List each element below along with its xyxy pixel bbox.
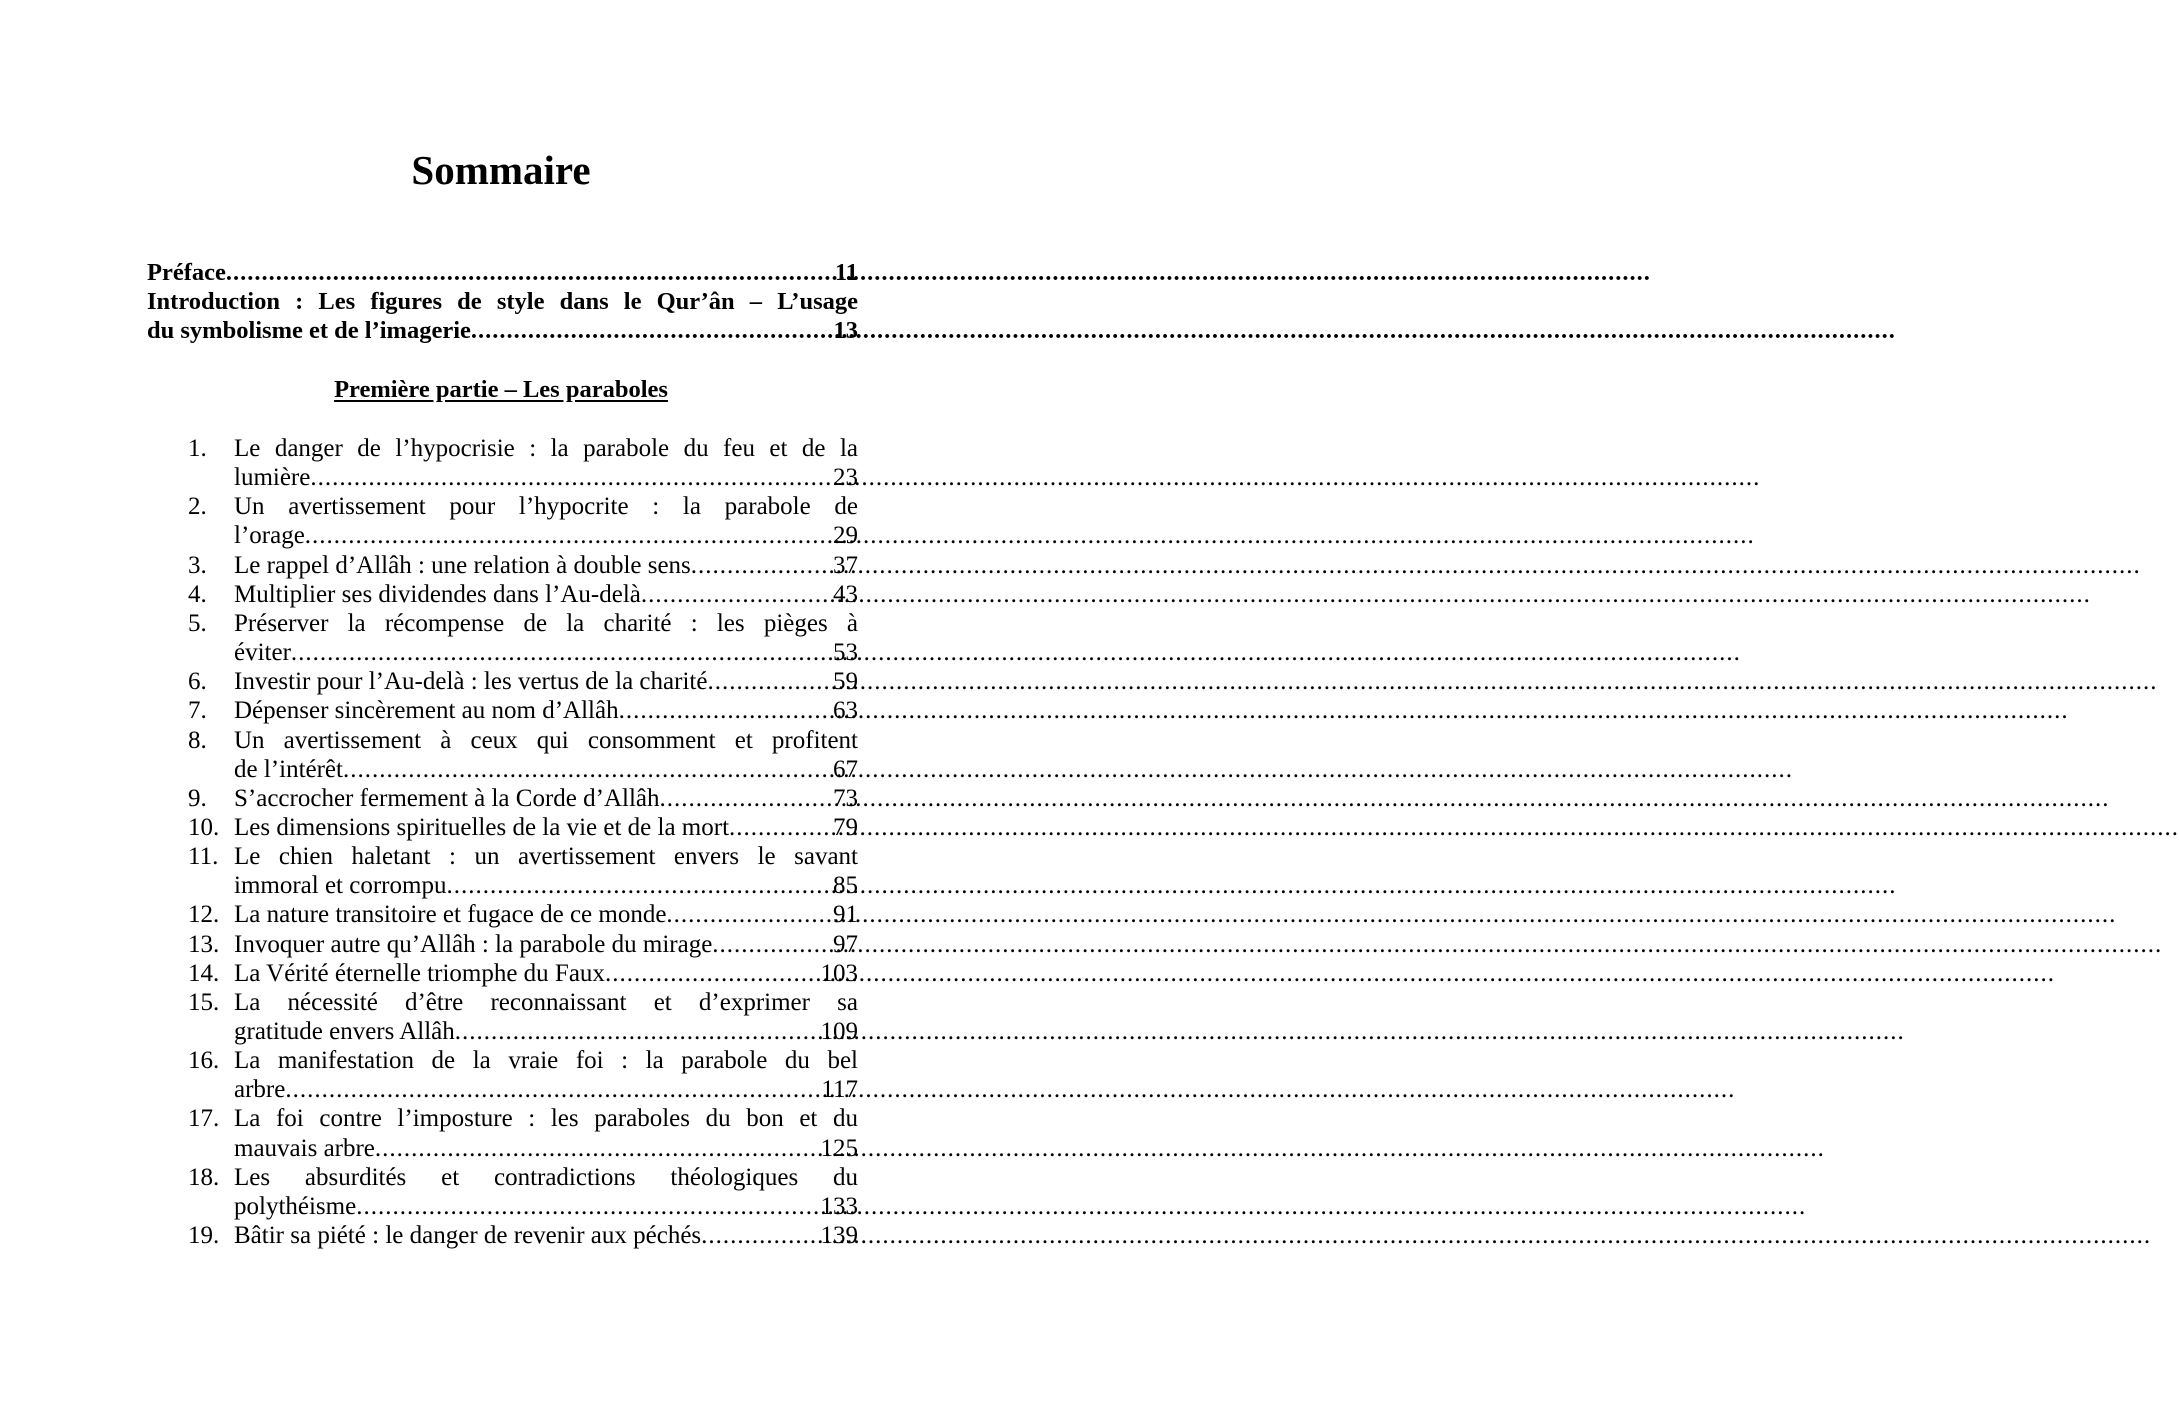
toc-entry [188,784,858,813]
toc-entry [188,842,858,900]
toc-entry-last-line [234,900,858,929]
toc-page-number: 29 [833,522,858,550]
toc-entry-label: lumière [234,464,311,492]
toc-entry [188,667,858,696]
toc-entry-label: éviter [234,639,291,667]
toc-page-number: 139 [820,1222,858,1250]
leader-dots [310,463,829,492]
toc-entry [188,551,858,580]
toc-entry-number: 2. [188,493,207,521]
toc-entry [188,900,858,929]
toc-page-number: 37 [833,551,858,579]
toc-entry-label: Introduction : Les figures de style dans le Qur’ân – L’usage [147,288,858,316]
leader-dots [455,1017,817,1046]
leader-dots [375,1134,817,1163]
toc-entry-text-line: La nécessité d’être reconnaissant et d’exprimer sa [234,988,858,1016]
toc-entry-number: 17. [188,1105,220,1133]
toc-entry-last-line [234,871,858,900]
toc-entry-text-line: Les absurdités et contradictions théologiques du [234,1163,858,1191]
toc-entry-label: du symbolisme et de l’imagerie [147,317,471,345]
toc-page-number: 79 [833,813,858,841]
leader-dots [666,900,829,929]
toc-entry-number: 13. [188,930,220,958]
leader-dots [305,521,829,550]
toc-entry-introduction [147,287,858,316]
toc-entry-last-line [234,959,858,988]
toc-page-number: 103 [820,959,858,987]
toc-entry [188,696,858,725]
toc-entry-last-line [234,463,858,492]
leader-dots [729,813,829,842]
toc-page-number: 11 [834,259,858,286]
toc-entry-number: 11. [188,843,219,871]
toc-entry-number: 18. [188,1163,220,1191]
toc-entry-label: arbre [234,1076,286,1104]
toc-entry-last-line [234,1192,858,1221]
toc-entry-text-line: Un avertissement à ceux qui consomment et profitent [234,726,858,754]
toc-entry-label: mauvais arbre [234,1134,375,1162]
toc-entry-number: 6. [188,668,207,696]
toc-entry-last-line [234,1075,858,1104]
toc-entry-number: 14. [188,959,220,987]
front-matter [147,258,858,346]
toc-entry-label: La Vérité éternelle triomphe du Faux [234,959,605,987]
toc-entry [188,726,858,784]
toc-entry-last-line [234,521,858,550]
toc-entry [188,813,858,842]
toc-entry-label: Le rappel d’Allâh : une relation à double sens [234,551,691,579]
toc-page-number: 23 [833,464,858,492]
toc-entry-label: La nature transitoire et fugace de ce monde [234,901,667,929]
toc-entry-last-line [234,696,858,725]
toc-entry-last-line [234,813,858,842]
toc-page-number: 117 [821,1076,858,1104]
toc-entry-number: 7. [188,697,207,725]
toc-entry [188,1104,858,1162]
toc-entry-last-line [234,580,858,609]
toc-entry-label: l’orage [234,522,305,550]
toc-entry [188,434,858,492]
toc-entry-number: 9. [188,784,207,812]
leader-dots [471,316,830,345]
leader-dots [226,258,831,287]
toc-entry [188,930,858,959]
leader-dots [701,1221,816,1250]
toc-entry [188,959,858,988]
leader-dots [641,580,829,609]
leader-dots [691,551,829,580]
toc-entry-number: 1. [188,435,207,462]
leader-dots [356,1192,816,1221]
toc-entry-label: Dépenser sincèrement au nom d’Allâh [234,697,619,725]
toc-page-number: 43 [833,580,858,608]
toc-entry-last-line [234,930,858,959]
toc-entry [188,609,858,667]
toc-entry-label: Invoquer autre qu’Allâh : la parabole du mirage [234,930,713,958]
toc-entry-label: Préface [147,259,226,286]
toc-entry-last-line [234,551,858,580]
leader-dots [712,930,829,959]
toc-page-number: 109 [820,1018,858,1046]
toc-entry [188,988,858,1046]
leader-dots [707,667,829,696]
toc-page-number: 97 [833,930,858,958]
toc-entry-label: gratitude envers Allâh [234,1018,455,1046]
toc-entry-number: 16. [188,1047,220,1075]
toc-entry-text-line: Un avertissement pour l’hypocrite : la parabole de [234,493,858,521]
toc-entry-text-line: Le chien haletant : un avertissement envers le savant [234,843,858,871]
toc-entry-number: 8. [188,726,207,754]
toc-entry-last-line [234,1221,858,1250]
toc-entry-label: immoral et corrompu [234,872,447,900]
leader-dots [285,1075,817,1104]
toc-entry [188,580,858,609]
toc-entry-label: Les dimensions spirituelles de la vie et de la mort [234,813,730,841]
section-heading: Première partie – Les paraboles [334,376,668,403]
toc-page-number: 85 [833,872,858,900]
page-title: Sommaire [411,147,591,193]
toc-entry-preface [147,258,858,287]
leader-dots [446,871,829,900]
toc-entry-number: 12. [188,901,220,929]
toc-entry-last-line [234,667,858,696]
toc-entry-number: 10. [188,813,220,841]
toc-entry-label: polythéisme [234,1192,357,1220]
toc-entry-introduction-cont [147,316,858,345]
toc-entry-number: 15. [188,988,220,1016]
toc-entry-text-line: La foi contre l’imposture : les paraboles du bon et du [234,1105,858,1133]
leader-dots [291,638,829,667]
toc-entry-number: 5. [188,609,207,637]
leader-dots [619,696,829,725]
toc-entry-text-line: La manifestation de la vraie foi : la parabole du bel [234,1047,858,1075]
toc-page-number: 125 [820,1134,858,1162]
toc-entry-label: S’accrocher fermement à la Corde d’Allâh [234,784,660,812]
toc-entry-text-line: Préserver la récompense de la charité : les pièges à [234,609,858,637]
toc-entry [188,1046,858,1104]
toc-entry-label: Investir pour l’Au-delà : les vertus de la charité [234,668,708,696]
toc-page-number: 73 [833,784,858,812]
toc-page-number: 91 [833,901,858,929]
toc-entry-text-line: Le danger de l’hypocrisie : la parabole du feu et de la [234,435,858,462]
toc-page-number: 133 [820,1192,858,1220]
toc-entry [188,492,858,550]
toc-entry-number: 19. [188,1222,220,1250]
toc-entry-label: Bâtir sa piété : le danger de revenir aux péchés [234,1222,702,1250]
toc-entry-label: Multiplier ses dividendes dans l’Au-delà [234,580,641,608]
toc-entry [188,1221,858,1250]
toc-page-number: 59 [833,668,858,696]
toc-entry-label: de l’intérêt [234,755,343,783]
toc-entry-number: 4. [188,580,207,608]
toc-entry-last-line [234,1017,858,1046]
toc-page-number: 53 [833,639,858,667]
toc-entry-last-line [234,1134,858,1163]
toc-list [188,434,858,1250]
toc-entry-last-line [234,638,858,667]
toc-entry [188,1163,858,1221]
toc-entry-number: 3. [188,551,207,579]
leader-dots [605,959,817,988]
toc-entry-last-line [234,755,858,784]
leader-dots [660,784,830,813]
toc-page-number: 13 [833,317,858,345]
leader-dots [343,755,829,784]
toc-page-number: 63 [833,697,858,725]
document-page [0,0,1002,1428]
toc-page-number: 67 [833,755,858,783]
toc-entry-last-line [234,784,858,813]
